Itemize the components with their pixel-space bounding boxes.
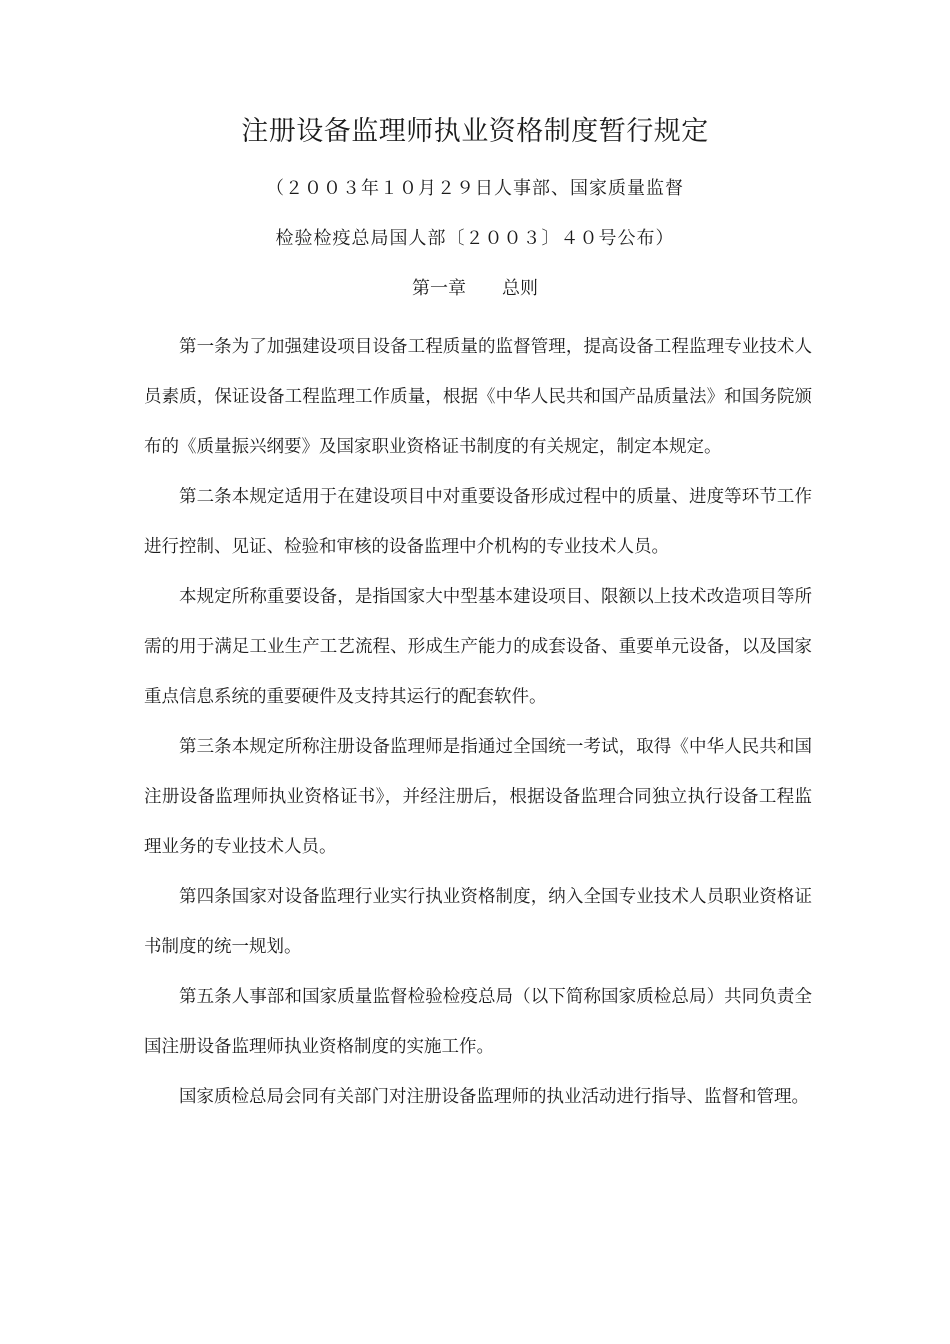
paragraph-article-5: 第五条人事部和国家质量监督检验检疫总局（以下简称国家质检总局）共同负责全国注册设备监理师执业资格制度的实施工作。: [144, 987, 812, 1057]
paragraph-important-equipment: 本规定所称重要设备，是指国家大中型基本建设项目、限额以上技术改造项目等所需的用于满足工业生产工艺流程、形成生产能力的成套设备、重要单元设备，以及国家重点信息系统的重要硬件及支持其运行的配套软件。: [144, 587, 812, 707]
paragraph-article-4: 第四条国家对设备监理行业实行执业资格制度，纳入全国专业技术人员职业资格证书制度的统一规划。: [144, 887, 812, 957]
paragraph-article-1: 第一条为了加强建设项目设备工程质量的监督管理，提高设备工程监理专业技术人员素质，保证设备工程监理工作质量，根据《中华人民共和国产品质量法》和国务院颁布的《质量振兴纲要》及国家职业资格证书制度的有关规定，制定本规定。: [144, 337, 812, 457]
chapter-heading: 第一章 总则: [412, 278, 538, 299]
paragraph-article-2: 第二条本规定适用于在建设项目中对重要设备形成过程中的质量、进度等环节工作进行控制、见证、检验和审核的设备监理中介机构的专业技术人员。: [144, 487, 812, 557]
document-title: 注册设备监理师执业资格制度暂行规定: [241, 116, 709, 147]
document-subtitle-line-2: 检验检疫总局国人部〔２００３〕４０号公布）: [275, 228, 675, 249]
document-subtitle-line-1: （２００３年１０月２９日人事部、国家质量监督: [266, 178, 684, 199]
paragraph-article-3: 第三条本规定所称注册设备监理师是指通过全国统一考试，取得《中华人民共和国注册设备监理师执业资格证书》，并经注册后，根据设备监理合同独立执行设备工程监理业务的专业技术人员。: [144, 737, 812, 857]
paragraph-supervision: 国家质检总局会同有关部门对注册设备监理师的执业活动进行指导、监督和管理。: [179, 1087, 809, 1107]
document-body: [144, 322, 812, 1122]
